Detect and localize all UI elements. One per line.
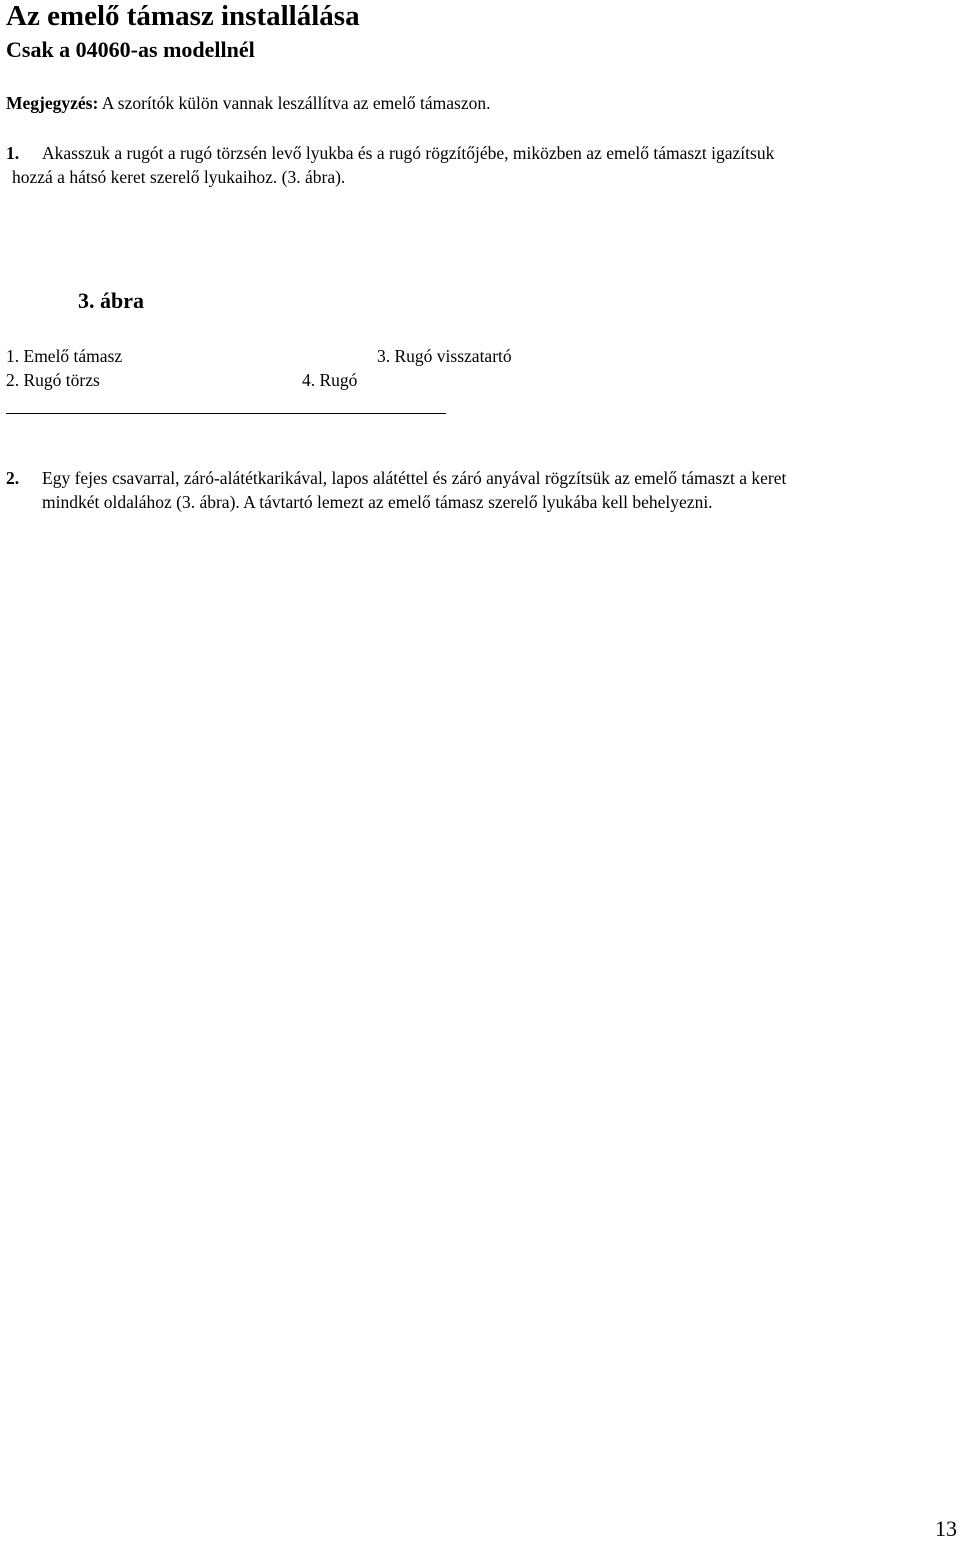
page-title: Az emelő támasz installálása	[6, 0, 360, 32]
legend-item-1: 1. Emelő támasz	[6, 346, 123, 366]
page-subtitle: Csak a 04060-as modellnél	[6, 37, 255, 62]
step-2-line-1: Egy fejes csavarral, záró-alátétkarikával, lapos alátéttel és záró anyával rögzítsük az emelő támaszt a keret	[42, 468, 787, 488]
step-1-line-2: hozzá a hátsó keret szerelő lyukaihoz. (3. ábra).	[12, 167, 346, 187]
page-number: 13	[935, 1516, 957, 1541]
figure-title: 3. ábra	[78, 288, 144, 313]
legend-item-4: 4. Rugó	[302, 370, 358, 390]
note-text: A szorítók külön vannak leszállítva az emelő támaszon.	[101, 93, 491, 113]
note	[6, 92, 491, 114]
legend-item-3: 3. Rugó visszatartó	[377, 346, 512, 366]
divider	[6, 413, 446, 414]
note-label: Megjegyzés:	[6, 93, 99, 113]
step-1-line-1: Akasszuk a rugót a rugó törzsén levő lyukba és a rugó rögzítőjébe, miközben az emelő támaszt igazítsuk	[42, 143, 775, 163]
step-2-line-2: mindkét oldalához (3. ábra). A távtartó lemezt az emelő támasz szerelő lyukába kell behelyezni.	[42, 492, 713, 512]
legend-item-2: 2. Rugó törzs	[6, 370, 100, 390]
step-2-number: 2.	[6, 468, 20, 488]
step-1-number: 1.	[6, 143, 20, 163]
